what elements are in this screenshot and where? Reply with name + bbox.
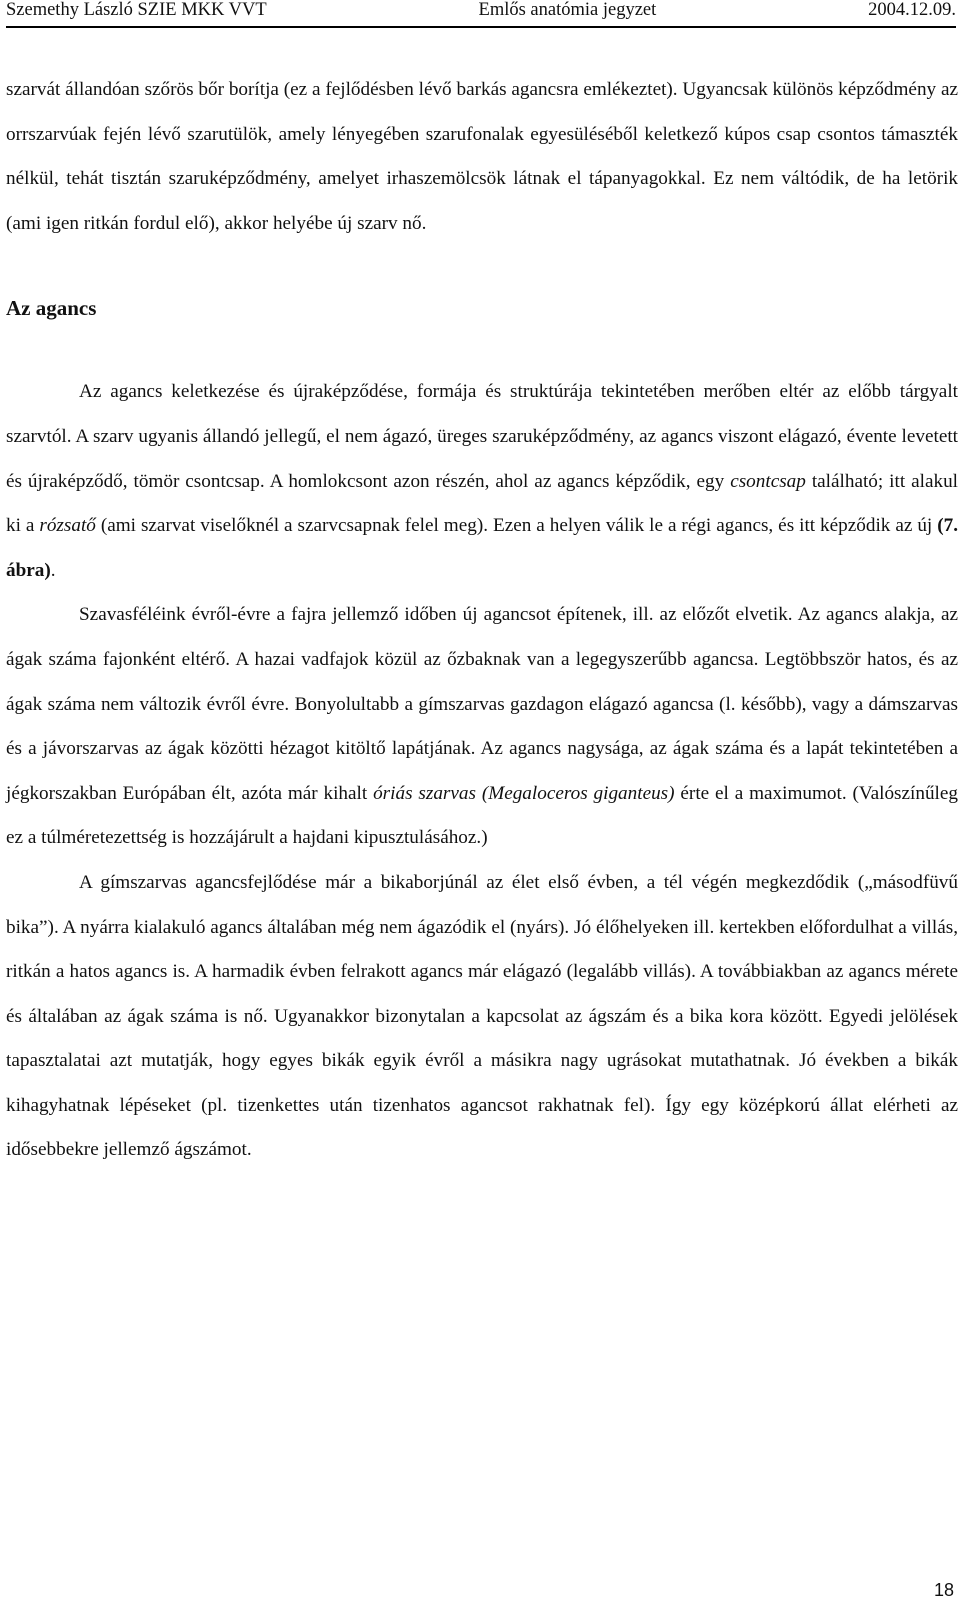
italic-term-csontcsap: csontcsap	[730, 470, 806, 492]
page-number: 18	[933, 1580, 954, 1600]
text-run: található; itt alakul ki a	[6, 470, 958, 537]
paragraph-antler-species	[6, 593, 958, 861]
header-author: Szemethy László SZIE MKK VVT	[6, 0, 267, 20]
header-title: Emlős anatómia jegyzet	[478, 0, 657, 20]
page-header	[6, 0, 956, 28]
figure-reference: (7. ábra)	[6, 515, 958, 581]
text-run: Szavasféléink évről-évre a fajra jellemző időben új agancsot építenek, ill. az előzőt elvetik. Az agancs alakja, az ágak száma fajonként eltérő. A hazai vadfajok közül az őzbaknak van a legegyszerűbb agancsa. Legtöbbször hatos, és az ágak száma nem változik évről évre. Bonyolultabb a gímszarvas gazdagon elágazó agancsa (l. később), vagy a dámszarvas és a jávorszarvas az ágak közötti hézagot kitöltő lapátjának. Az agancs nagysága, az ágak száma és a lapát tekintetében a jégkorszakban Európában élt, azóta már kihalt	[6, 604, 958, 804]
text-run: érte el a maximumot. (Valószínűleg ez a túlméretezettség is hozzájárult a hajdani kipusztulásához.)	[6, 782, 958, 849]
paragraph-red-deer: A gímszarvas agancsfejlődése már a bikaborjúnál az élet első évben, a tél végén megkezdődik („másodfüvű bika”). A nyárra kialakuló agancs általában még nem ágazódik el (nyárs). Jó élőhelyeken ill. kertekben előfordulhat a villás, ritkán a hatos agancs is. A harmadik évben felrakott agancs már elágazó (legalább villás). A továbbiakban az agancs mérete és általában az ágak száma is nő. Ugyanakkor bizonytalan a kapcsolat az ágszám és a bika kora között. Egyedi jelölések tapasztalatai azt mutatják, hogy egyes bikák egyik évről a másikra nagy ugrásokat mutathatnak. Jó években a bikák kihagyhatnak lépéseket (pl. tizenkettes után tizenhatos agancsot rakhatnak fel). Így egy középkorú állat elérheti az idősebbekre jellemző ágszámot.	[6, 871, 958, 1161]
paragraph-horn: szarvát állandóan szőrös bőr borítja (ez a fejlődésben lévő barkás agancsra emlékeztet). Ugyancsak különös képződmény az orrszarvúak fején lévő szarutülök, amely lényegében szarufonalak egyesüléséből keletkező kúpos csap csontos támaszték nélkül, tehát tisztán szaruképződmény, amelyet irhaszemölcsök látnak el tápanyagokkal. Ez nem váltódik, de ha letörik (ami igen ritkán fordul elő), akkor helyébe új szarv nő.	[6, 79, 958, 234]
paragraph-antler-intro	[6, 370, 958, 593]
italic-term-rozsato: rózsatő	[39, 515, 96, 537]
italic-term-megaloceros: óriás szarvas (Megaloceros giganteus)	[373, 782, 675, 804]
text-run: Az agancs keletkezése és újraképződése, formája és struktúrája tekintetében merőben eltér az előbb tárgyalt szarvtól. A szarv ugyanis állandó jellegű, el nem ágazó, üreges szaruképződmény, az agancs viszont elágazó, évente levetett és újraképződő, tömör csontcsap. A homlokcsont azon részén, ahol az agancs képződik, egy	[6, 381, 958, 492]
text-run: .	[50, 559, 56, 581]
header-date: 2004.12.09.	[868, 0, 956, 20]
section-heading: Az agancs	[6, 296, 97, 321]
page-content	[6, 68, 958, 1173]
text-run: (ami szarvat viselőknél a szarvcsapnak felel meg). Ezen a helyen válik le a régi agancs, és itt képződik az új	[95, 515, 938, 537]
